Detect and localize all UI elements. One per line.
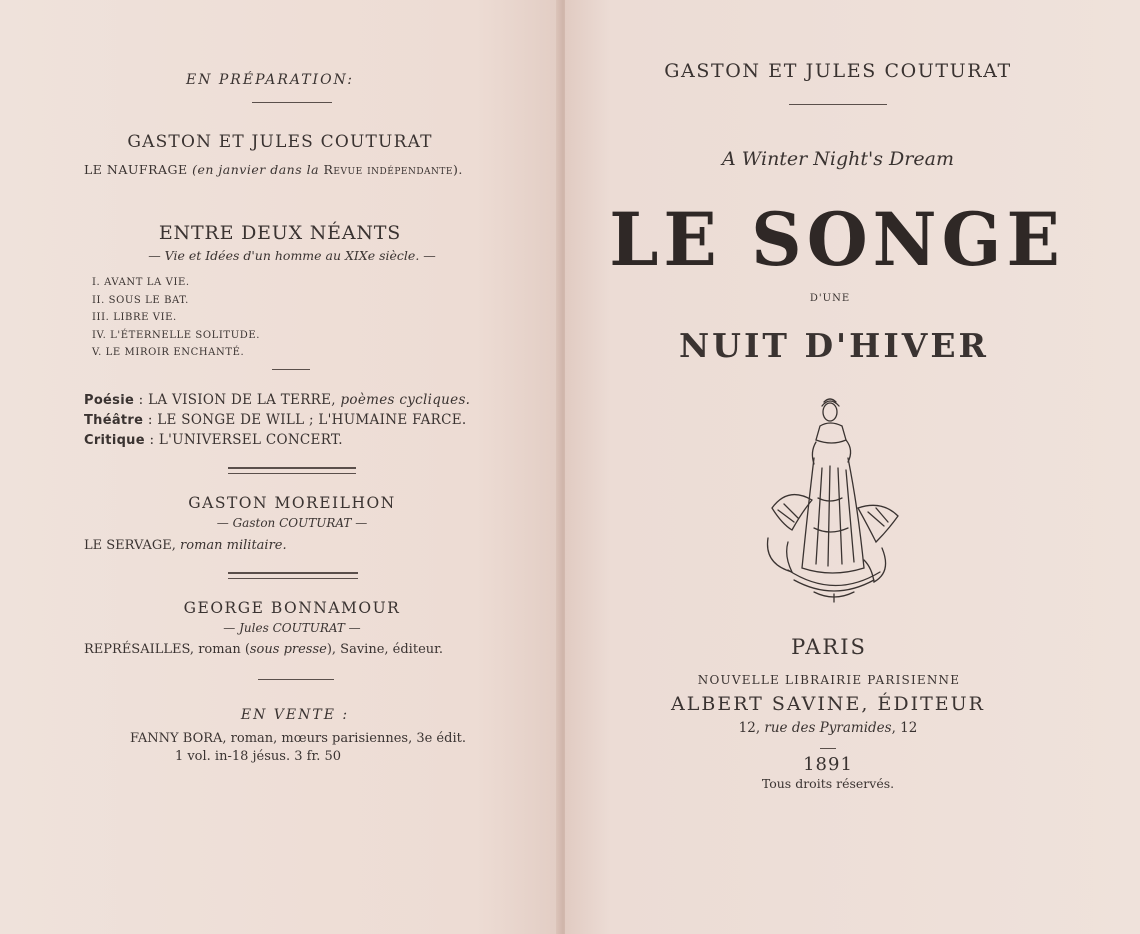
- servage-line: [84, 538, 287, 553]
- double-rule: [228, 467, 356, 474]
- author-bonnamour: GEORGE BONNAMOUR: [183, 599, 401, 617]
- publisher-address: [0, 720, 1140, 736]
- divider-rule: [789, 104, 887, 105]
- genre-line-critique: [84, 432, 343, 448]
- title-nuit-dhiver: NUIT D'HIVER: [679, 326, 989, 365]
- genre-title: : L'UNIVERSEL CONCERT.: [144, 432, 343, 448]
- genre-title: : LE SONGE DE WILL ; L'HUMAINE FARCE.: [143, 412, 467, 428]
- address-number: 12,: [738, 720, 765, 736]
- naufrage-note-suffix: ).: [453, 162, 463, 177]
- servage-title: LE SERVAGE,: [84, 538, 176, 553]
- genre-line-poesie: [84, 392, 470, 408]
- servage-note: roman militaire.: [175, 538, 287, 553]
- naufrage-note-revue: Revue indépendante: [323, 162, 454, 177]
- naufrage-title: LE NAUFRAGE: [84, 162, 188, 177]
- muse-figure-vignette-icon: [764, 398, 904, 603]
- represailles-c: ), Savine, éditeur.: [326, 642, 444, 657]
- title-dune: D'UNE: [809, 293, 851, 304]
- divider-rule: [272, 369, 310, 370]
- address-number-2: , 12: [891, 720, 918, 736]
- represailles-a: REPRÉSAILLES, roman (: [84, 642, 250, 657]
- genre-label: Théâtre: [84, 413, 144, 428]
- author-bonnamour-pseudonym: — Jules COUTURAT —: [223, 621, 361, 635]
- naufrage-note-prefix: (en janvier dans la: [192, 162, 324, 177]
- genre-label: Critique: [84, 433, 145, 448]
- chapter-item: IV. L'ÉTERNELLE SOLITUDE.: [92, 329, 261, 341]
- genre-label: Poésie: [84, 393, 135, 408]
- publication-year: 1891: [803, 754, 853, 775]
- chapter-item: II. SOUS LE BAT.: [92, 294, 189, 306]
- represailles-b: sous presse: [249, 642, 327, 657]
- english-title: A Winter Night's Dream: [722, 148, 954, 170]
- librairie-name: NOUVELLE LIBRAIRIE PARISIENNE: [697, 673, 961, 687]
- double-rule: [228, 572, 358, 579]
- title-authors: GASTON ET JULES COUTURAT: [664, 60, 1012, 82]
- author-couturat: GASTON ET JULES COUTURAT: [127, 132, 433, 152]
- genre-note: poèmes cycliques.: [340, 392, 471, 408]
- entre-subtitle: — Vie et Idées d'un homme au XIXe siècle. —: [148, 248, 436, 263]
- city-paris: PARIS: [791, 635, 867, 659]
- publisher-name: ALBERT SAVINE, ÉDITEUR: [671, 693, 985, 715]
- divider-rule: [820, 748, 836, 749]
- en-vente-heading: EN VENTE :: [240, 707, 350, 723]
- chapter-item: V. LE MIROIR ENCHANTÉ.: [92, 347, 245, 358]
- genre-title: : LA VISION DE LA TERRE,: [134, 392, 341, 408]
- genre-line-theatre: [84, 412, 466, 428]
- rights-notice: Tous droits réservés.: [761, 776, 895, 791]
- author-moreilhon-pseudonym: — Gaston COUTURAT —: [216, 516, 368, 530]
- divider-rule: [252, 102, 332, 103]
- entre-deux-neants-title: ENTRE DEUX NÉANTS: [158, 222, 402, 244]
- fanny-bora-line: FANNY BORA, roman, mœurs parisiennes, 3e édit.: [130, 731, 466, 746]
- chapter-item: I. AVANT LA VIE.: [92, 277, 190, 288]
- main-title: LE SONGE: [609, 195, 1065, 284]
- author-moreilhon: GASTON MOREILHON: [188, 494, 396, 512]
- address-street: rue des Pyramides: [764, 720, 892, 736]
- en-preparation-heading: EN PRÉPARATION:: [185, 72, 355, 88]
- volume-price-line: 1 vol. in-18 jésus. 3 fr. 50: [174, 749, 342, 764]
- chapter-item: III. LIBRE VIE.: [92, 312, 177, 323]
